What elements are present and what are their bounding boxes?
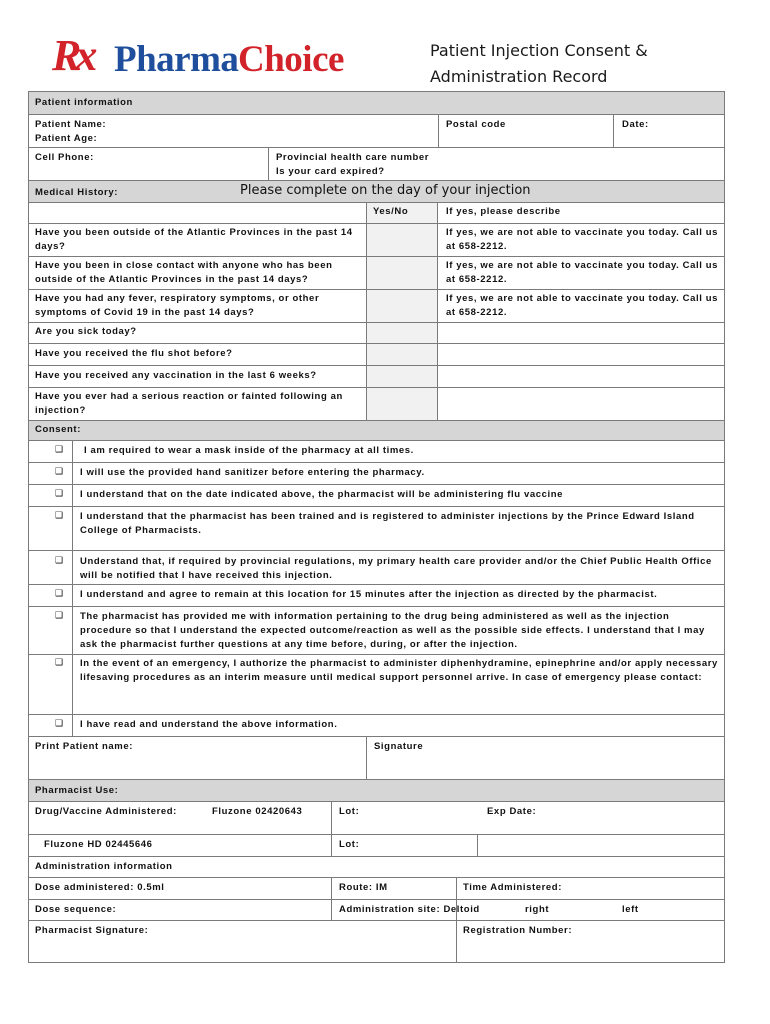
divider [28,899,725,900]
patient-signature-field[interactable]: Signature [374,741,424,752]
divider [28,506,725,507]
exp-date-field[interactable]: Exp Date: [487,806,537,817]
patient-info-label: Patient information [35,97,133,108]
site-left-option[interactable]: left [622,904,639,915]
divider [437,202,438,420]
date-field[interactable]: Date: [622,119,649,130]
divider [28,801,725,802]
complete-note: Please complete on the day of your injection [240,183,531,198]
divider [366,736,367,779]
question-note: If yes, we are not able to vaccinate you today. Call us at 658-2212. [446,227,718,252]
consent-item: I understand and agree to remain at this location for 15 minutes after the injection as directed by the pharmacist. [80,589,658,600]
divider [28,834,725,835]
dose-sequence-field[interactable]: Dose sequence: [35,904,117,915]
admin-info-label: Administration information [35,861,173,872]
question-text: Are you sick today? [35,326,137,337]
divider [613,114,614,147]
lot-field[interactable]: Lot: [339,839,360,850]
consent-item: The pharmacist has provided me with information pertaining to the drug being administered as well as the injection procedure so that I understand the expected outcome/reaction as well as the possible side effects. I understand that I may ask the pharmacist further questions at any time before, during, or after the injection. [80,611,705,650]
rx-logo-mark: Rx [52,31,92,80]
logo-name-choice: Choice [238,39,344,80]
question-text: Have you ever had a serious reaction or fainted following an injection? [35,391,343,416]
consent-header [29,420,724,440]
health-card-field[interactable]: Provincial health care number [276,152,430,163]
divider [28,202,725,203]
registration-number-field[interactable]: Registration Number: [463,925,573,936]
col-describe-header: If yes, please describe [446,206,561,217]
site-right-option[interactable]: right [525,904,550,915]
divider [28,462,725,463]
pharmacist-signature-field[interactable]: Pharmacist Signature: [35,925,149,936]
divider [28,256,725,257]
divider [28,420,725,421]
consent-checkbox[interactable]: ❑ [55,489,64,499]
divider [331,801,332,856]
question-note: If yes, we are not able to vaccinate you today. Call us at 658-2212. [446,260,718,285]
divider [28,736,725,737]
question-text: Have you been in close contact with anyone who has been outside of the Atlantic Provinces in the past 14 days? [35,260,333,285]
divider [28,387,725,388]
cell-phone-field[interactable]: Cell Phone: [35,152,94,163]
medical-history-label: Medical History: [35,187,118,198]
divider [28,606,725,607]
divider [331,877,332,920]
divider [28,147,725,148]
pharmachoice-logo [50,32,422,84]
consent-checkbox[interactable]: ❑ [55,445,64,455]
consent-checkbox[interactable]: ❑ [55,658,64,668]
divider [28,779,725,780]
lot-field[interactable]: Lot: [339,806,360,817]
patient-info-header [29,92,724,114]
divider [28,440,725,441]
question-note: If yes, we are not able to vaccinate you today. Call us at 658-2212. [446,293,718,318]
divider [28,322,725,323]
divider [28,223,725,224]
divider [28,920,725,921]
question-text: Have you received any vaccination in the last 6 weeks? [35,370,317,381]
postal-code-field[interactable]: Postal code [446,119,506,130]
divider [28,877,725,878]
route-field[interactable]: Route: IM [339,882,388,893]
card-expired-field[interactable]: Is your card expired? [276,166,385,177]
drug-administered-label: Drug/Vaccine Administered: [35,806,177,817]
consent-checkbox[interactable]: ❑ [55,719,64,729]
consent-checkbox[interactable]: ❑ [55,589,64,599]
divider [28,654,725,655]
consent-item: I understand that the pharmacist has been trained and is registered to administer injections by the Prince Edward Island College of Pharmacists. [80,511,695,536]
divider [366,202,367,420]
divider [28,484,725,485]
divider [28,714,725,715]
divider [438,114,439,147]
administration-site-field[interactable]: Administration site: Deltoid [339,904,480,915]
print-patient-name-field[interactable]: Print Patient name: [35,741,133,752]
divider [268,147,269,180]
divider [28,114,725,115]
consent-item: Understand that, if required by provincial regulations, my primary health care provider and/or the Chief Public Health Office will be notified that I have received this injection. [80,556,712,581]
logo-name-pharma: Pharma [114,39,239,80]
col-yes-no-header: Yes/No [373,206,409,217]
pharmacist-use-label: Pharmacist Use: [35,785,119,796]
question-text: Have you received the flu shot before? [35,348,233,359]
consent-item: In the event of an emergency, I authorize the pharmacist to administer diphenhydramine, epinephrine and/or apply necessary lifesaving procedures as an interim measure until medical support personnel arrive. In case of emergency please contact: [80,658,718,683]
consent-checkbox[interactable]: ❑ [55,467,64,477]
question-text: Have you had any fever, respiratory symptoms, or other symptoms of Covid 19 in the past 14 days? [35,293,320,318]
consent-label: Consent: [35,424,81,435]
divider [28,856,725,857]
divider [456,877,457,963]
divider [28,584,725,585]
divider [28,289,725,290]
patient-age-field[interactable]: Patient Age: [35,133,98,144]
dose-administered-field[interactable]: Dose administered: 0.5ml [35,882,165,893]
consent-checkbox[interactable]: ❑ [55,556,64,566]
patient-name-field[interactable]: Patient Name: [35,119,107,130]
question-text: Have you been outside of the Atlantic Provinces in the past 14 days? [35,227,353,252]
drug-option-fluzone-hd[interactable]: Fluzone HD 02445646 [44,839,153,850]
divider [28,365,725,366]
consent-item: I have read and understand the above information. [80,719,338,730]
consent-item: I will use the provided hand sanitizer before entering the pharmacy. [80,467,425,478]
form-title-line2: Administration Record [430,67,608,86]
drug-option-fluzone[interactable]: Fluzone 02420643 [212,806,303,817]
form-title-line1: Patient Injection Consent & [430,41,648,60]
divider [72,440,73,736]
divider [28,180,725,181]
divider [28,550,725,551]
pharmacist-header [29,779,724,801]
divider [28,343,725,344]
consent-checkbox[interactable]: ❑ [55,511,64,521]
consent-item: I understand that on the date indicated above, the pharmacist will be administering flu vaccine [80,489,564,500]
time-administered-field[interactable]: Time Administered: [463,882,562,893]
divider [477,834,478,856]
consent-item: I am required to wear a mask inside of the pharmacy at all times. [84,445,414,456]
consent-checkbox[interactable]: ❑ [55,611,64,621]
